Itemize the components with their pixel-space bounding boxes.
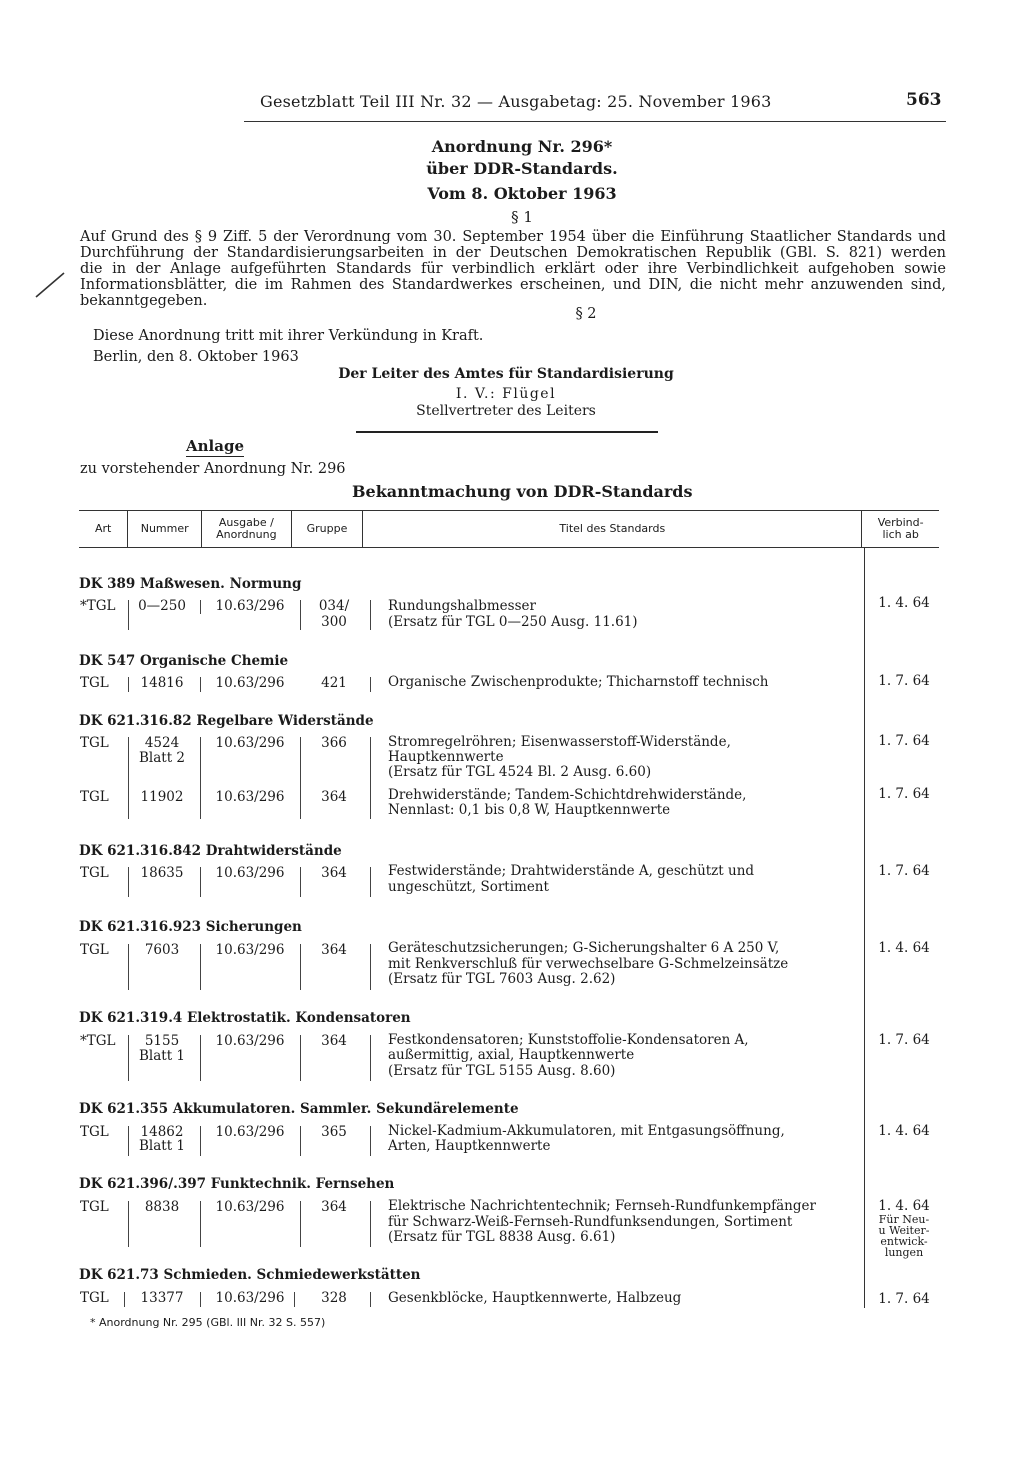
- row-divider: [370, 1292, 371, 1307]
- section-heading: DK 621.396/.397 Funktechnik. Fernsehen: [79, 1176, 395, 1192]
- annex-intro: zu vorstehender Anordnung Nr. 296: [80, 461, 346, 477]
- cell-nummer: Blatt 1: [138, 1138, 186, 1154]
- col-nummer: Nummer: [128, 511, 202, 548]
- row-divider: [370, 737, 371, 819]
- verbindlich-column-rule: [864, 548, 865, 1308]
- cell-titel: Elektrische Nachrichtentechnik; Fernseh-Rundfunkempfänger: [388, 1198, 816, 1214]
- row-divider: [300, 867, 301, 897]
- verbindlich-note: Für Neu-: [878, 1213, 930, 1226]
- cell-gruppe: 034/: [318, 598, 350, 614]
- cell-titel: Festkondensatoren; Kunststoffolie-Kondensatoren A,: [388, 1032, 749, 1048]
- cell-verbindlich: 1. 7. 64: [878, 1291, 930, 1307]
- row-divider: [370, 1035, 371, 1081]
- cell-nummer: Blatt 1: [138, 1048, 186, 1064]
- row-divider: [200, 737, 201, 819]
- signature-role: Stellvertreter des Leiters: [416, 403, 596, 419]
- col-art: Art: [79, 511, 128, 548]
- row-divider: [200, 1035, 201, 1081]
- col-ausgabe-line1: Ausgabe /: [218, 516, 274, 529]
- cell-verbindlich: 1. 4. 64: [878, 940, 930, 956]
- paragraph-1-line: die in der Anlage aufgeführten Standards für verbindlich erklärt oder ihre Verbindlichkeit aufgehoben sowie: [80, 261, 946, 277]
- cell-ausgabe: 10.63/296: [215, 789, 285, 805]
- cell-verbindlich: 1. 7. 64: [878, 1032, 930, 1048]
- signature-office: Der Leiter des Amtes für Standardisierung: [338, 366, 674, 382]
- row-divider: [128, 1126, 129, 1156]
- cell-ausgabe: 10.63/296: [215, 675, 285, 691]
- cell-titel: Nennlast: 0,1 bis 0,8 W, Hauptkennwerte: [388, 802, 671, 818]
- paragraph-2: Diese Anordnung tritt mit ihrer Verkündung in Kraft.: [93, 328, 484, 344]
- cell-nummer: 8838: [144, 1199, 180, 1215]
- cell-titel: Hauptkennwerte: [388, 749, 504, 765]
- cell-verbindlich: 1. 7. 64: [878, 786, 930, 802]
- row-divider: [128, 677, 129, 692]
- cell-nummer: 4524: [144, 735, 180, 751]
- cell-ausgabe: 10.63/296: [215, 865, 285, 881]
- paragraph-1-line: Auf Grund des § 9 Ziff. 5 der Verordnung vom 30. September 1954 über die Einführung Staatlicher Standards und: [80, 229, 946, 245]
- row-divider: [200, 1126, 201, 1156]
- cell-titel: Drehwiderstände; Tandem-Schichtdrehwiderstände,: [388, 787, 747, 803]
- cell-titel: Stromregelröhren; Eisenwasserstoff-Widerstände,: [388, 734, 731, 750]
- cell-nummer: 11902: [140, 789, 184, 805]
- cell-titel: Nickel-Kadmium-Akkumulatoren, mit Entgasungsöffnung,: [388, 1123, 785, 1139]
- cell-gruppe: 364: [321, 865, 347, 881]
- cell-verbindlich: 1. 4. 64: [878, 1123, 930, 1139]
- row-divider: [128, 944, 129, 990]
- cell-art: TGL: [80, 675, 109, 691]
- cell-ausgabe: 10.63/296: [215, 735, 285, 751]
- cell-ausgabe: 10.63/296: [215, 598, 285, 614]
- cell-art: TGL: [80, 865, 109, 881]
- cell-verbindlich: 1. 4. 64: [878, 1198, 930, 1214]
- cell-verbindlich: 1. 4. 64: [878, 595, 930, 611]
- decree-date: Vom 8. Oktober 1963: [427, 184, 617, 203]
- signature-name: I. V.: Flügel: [455, 386, 557, 402]
- section-heading: DK 621.319.4 Elektrostatik. Kondensatoren: [79, 1010, 411, 1026]
- row-divider: [128, 600, 129, 630]
- row-divider: [200, 944, 201, 990]
- cell-titel: Rundungshalbmesser: [388, 598, 536, 614]
- paragraph-1-line: bekanntgegeben.: [80, 293, 208, 309]
- cell-ausgabe: 10.63/296: [215, 1124, 285, 1140]
- cell-nummer: Blatt 2: [138, 750, 186, 766]
- cell-art: *TGL: [80, 1033, 116, 1049]
- cell-gruppe: 421: [321, 675, 347, 691]
- section-1-heading: § 1: [511, 208, 533, 226]
- col-titel: Titel des Standards: [363, 511, 862, 548]
- cell-nummer: 18635: [140, 865, 184, 881]
- cell-gruppe: 364: [321, 1033, 347, 1049]
- cell-nummer: 14816: [140, 675, 184, 691]
- cell-gruppe: 366: [321, 735, 347, 751]
- cell-gruppe: 300: [321, 614, 347, 630]
- row-divider: [128, 867, 129, 897]
- cell-ausgabe: 10.63/296: [215, 1033, 285, 1049]
- row-divider: [370, 677, 371, 692]
- row-divider: [300, 1126, 301, 1156]
- header-rule: [244, 121, 946, 122]
- footnote: * Anordnung Nr. 295 (GBl. III Nr. 32 S. 557): [90, 1316, 326, 1329]
- cell-art: TGL: [80, 1290, 109, 1306]
- cell-verbindlich: 1. 7. 64: [878, 733, 930, 749]
- cell-titel: (Ersatz für TGL 5155 Ausg. 8.60): [388, 1063, 616, 1079]
- cell-titel: Arten, Hauptkennwerte: [388, 1138, 551, 1154]
- row-divider: [124, 1292, 125, 1307]
- cell-gruppe: 365: [321, 1124, 347, 1140]
- cell-titel: Gesenkblöcke, Hauptkennwerte, Halbzeug: [388, 1290, 682, 1306]
- col-ausgabe: [201, 511, 291, 548]
- cell-titel: ungeschützt, Sortiment: [388, 879, 549, 895]
- cell-titel: für Schwarz-Weiß-Fernseh-Rundfunksendungen, Sortiment: [388, 1214, 793, 1230]
- cell-titel: (Ersatz für TGL 4524 Bl. 2 Ausg. 6.60): [388, 764, 652, 780]
- cell-gruppe: 364: [321, 1199, 347, 1215]
- cell-gruppe: 364: [321, 942, 347, 958]
- cell-titel: Geräteschutzsicherungen; G-Sicherungshalter 6 A 250 V,: [388, 940, 780, 956]
- row-divider: [370, 1201, 371, 1247]
- standards-table-header: [79, 510, 939, 548]
- col-verbindlich-line1: Verbind-: [877, 516, 924, 529]
- cell-titel: (Ersatz für TGL 7603 Ausg. 2.62): [388, 971, 616, 987]
- cell-art: TGL: [80, 735, 109, 751]
- row-divider: [200, 600, 201, 614]
- cell-art: TGL: [80, 1199, 109, 1215]
- cell-nummer: 0—250: [138, 598, 186, 614]
- separator-rule: [356, 431, 658, 433]
- row-divider: [300, 737, 301, 819]
- cell-titel: (Ersatz für TGL 8838 Ausg. 6.61): [388, 1229, 616, 1245]
- row-divider: [300, 600, 301, 630]
- row-divider: [128, 737, 129, 819]
- paragraph-1-line: Durchführung der Standardisierungsarbeiten in der Deutschen Demokratischen Republik (GBl. S. 821) werden: [80, 245, 946, 261]
- section-2-heading: § 2: [575, 306, 597, 322]
- annex-heading: Anlage: [186, 437, 244, 455]
- row-divider: [200, 677, 201, 692]
- row-divider: [300, 1201, 301, 1247]
- decree-subtitle: über DDR-Standards.: [426, 159, 618, 178]
- running-header: Gesetzblatt Teil III Nr. 32 — Ausgabetag: 25. November 1963: [260, 92, 772, 111]
- table-title: Bekanntmachung von DDR-Standards: [352, 482, 693, 501]
- cell-nummer: 5155: [144, 1033, 180, 1049]
- row-divider: [128, 1201, 129, 1247]
- paragraph-1: [80, 229, 946, 309]
- cell-gruppe: 364: [321, 789, 347, 805]
- col-ausgabe-line2: Anordnung: [216, 528, 277, 541]
- place-date: Berlin, den 8. Oktober 1963: [93, 349, 299, 365]
- row-divider: [370, 944, 371, 990]
- cell-titel: (Ersatz für TGL 0—250 Ausg. 11.61): [388, 614, 638, 630]
- row-divider: [128, 1035, 129, 1081]
- cell-ausgabe: 10.63/296: [215, 942, 285, 958]
- section-heading: DK 621.316.82 Regelbare Widerstände: [79, 713, 374, 729]
- cell-nummer: 14862: [140, 1124, 184, 1140]
- row-divider: [200, 1292, 201, 1307]
- cell-titel: außermittig, axial, Hauptkennwerte: [388, 1047, 635, 1063]
- cell-art: TGL: [80, 789, 109, 805]
- row-divider: [294, 1292, 295, 1307]
- cell-art: *TGL: [80, 598, 116, 614]
- cell-gruppe: 328: [321, 1290, 347, 1306]
- cell-titel: Festwiderstände; Drahtwiderstände A, geschützt und: [388, 863, 755, 879]
- decree-title: Anordnung Nr. 296*: [431, 137, 613, 156]
- col-verbindlich: [862, 511, 939, 548]
- row-divider: [200, 867, 201, 897]
- cell-titel: Organische Zwischenprodukte; Thicharnstoff technisch: [388, 674, 769, 690]
- section-heading: DK 621.316.923 Sicherungen: [79, 919, 302, 935]
- section-heading: DK 389 Maßwesen. Normung: [79, 576, 302, 592]
- col-verbindlich-line2: lich ab: [882, 528, 919, 541]
- paragraph-1-line: Informationsblätter, die im Rahmen des Standardwerkes erscheinen, und DIN, die nicht mehr anzuwenden sind,: [80, 277, 946, 293]
- cell-ausgabe: 10.63/296: [215, 1290, 285, 1306]
- section-heading: DK 547 Organische Chemie: [79, 653, 289, 669]
- cell-nummer: 13377: [140, 1290, 184, 1306]
- row-divider: [370, 1126, 371, 1156]
- cell-ausgabe: 10.63/296: [215, 1199, 285, 1215]
- row-divider: [370, 867, 371, 897]
- section-heading: DK 621.355 Akkumulatoren. Sammler. Sekundärelemente: [79, 1101, 519, 1117]
- row-divider: [200, 1201, 201, 1247]
- verbindlich-note: lungen: [884, 1246, 924, 1259]
- verbindlich-note: u Weiter-: [878, 1224, 930, 1237]
- col-gruppe: Gruppe: [291, 511, 363, 548]
- margin-pencil-mark: [30, 270, 70, 300]
- cell-nummer: 7603: [144, 942, 180, 958]
- row-divider: [370, 600, 371, 630]
- verbindlich-note: entwick-: [880, 1235, 928, 1248]
- cell-titel: mit Renkverschluß für verwechselbare G-Schmelzeinsätze: [388, 956, 789, 972]
- section-heading: DK 621.316.842 Drahtwiderstände: [79, 843, 342, 859]
- row-divider: [300, 944, 301, 990]
- row-divider: [300, 1035, 301, 1081]
- section-heading: DK 621.73 Schmieden. Schmiedewerkstätten: [79, 1267, 421, 1283]
- cell-art: TGL: [80, 1124, 109, 1140]
- page-number: 563: [906, 90, 942, 110]
- cell-verbindlich: 1. 7. 64: [878, 673, 930, 689]
- cell-art: TGL: [80, 942, 109, 958]
- cell-verbindlich: 1. 7. 64: [878, 863, 930, 879]
